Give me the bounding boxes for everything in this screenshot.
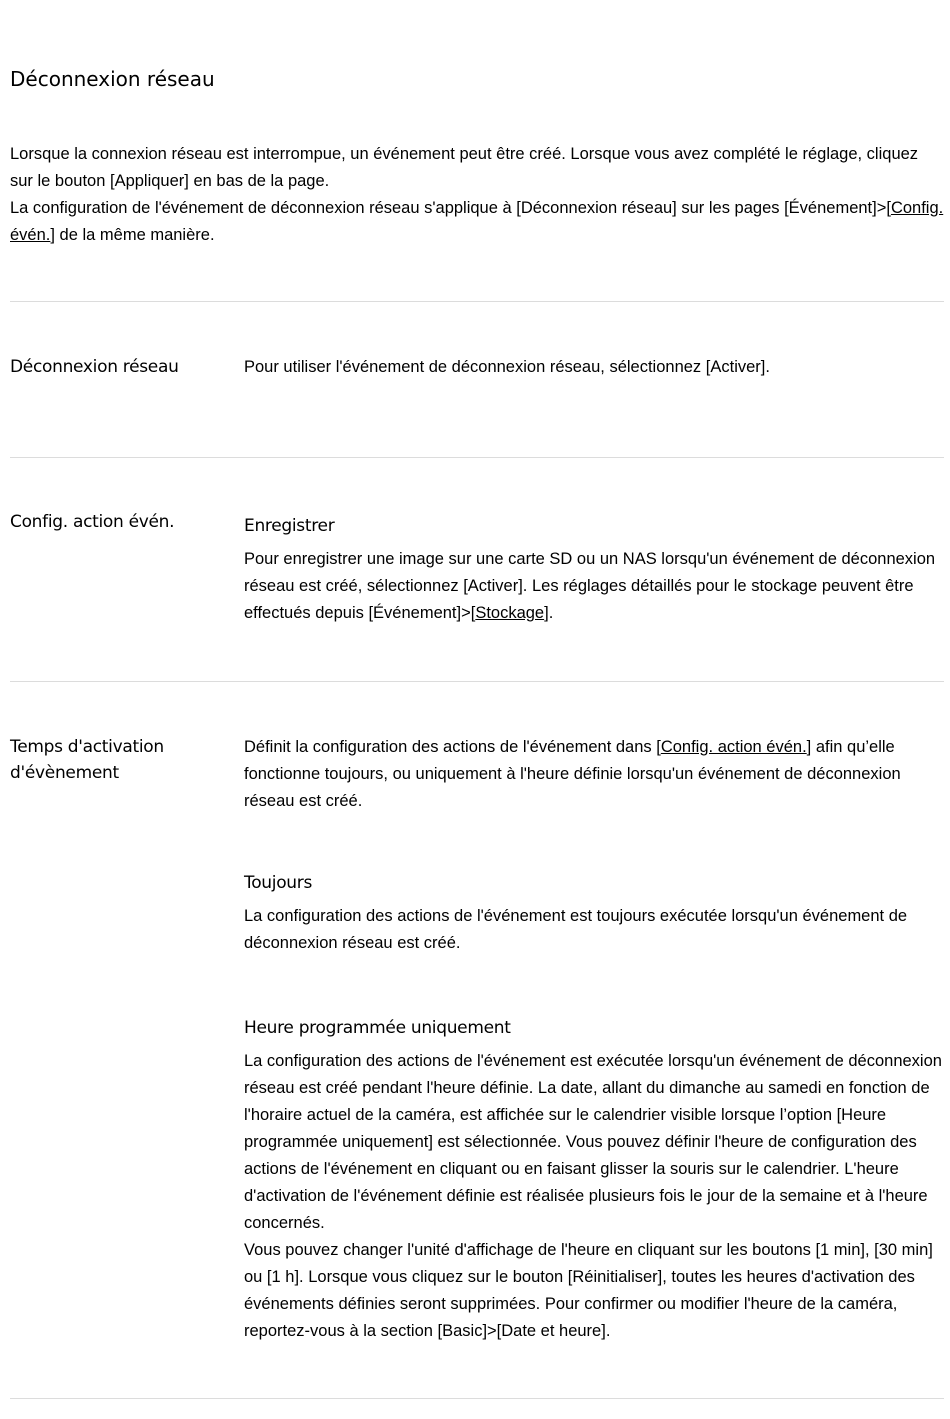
description-text: ]. <box>544 604 554 622</box>
row-description: Pour utiliser l'événement de déconnexion réseau, sélectionnez [Activer]. <box>244 358 770 376</box>
intro-paragraph-config <box>10 195 944 249</box>
subsection-description: La configuration des actions de l'événement est exécutée lorsqu'un événement de déconnexion réseau est créé pendant l'heure définie. La date, allant du dimanche au samedi en fonction de l'horaire actuel de la caméra, est affichée sur le calendrier visible lorsque l’option [Heure programmée uniquement] est sélectionnée. Vous pouvez définir l'heure de configuration des actions de l'événement en cliquant ou en faisant glisser la souris sur le calendrier. L'heure d'activation de l'événement définie est réalisée plusieurs fois le jour de la semaine et à l'heure concernés. <box>244 1052 942 1232</box>
intro-text: La configuration de l'événement de déconnexion réseau s'applique à [Déconnexion réseau] sur les pages [Événement]>[ <box>10 199 891 217</box>
subsection-always <box>244 870 944 957</box>
row-description <box>244 546 944 627</box>
config-even-link[interactable]: Config. évén. <box>10 199 944 244</box>
intro-text: ] de la même manière. <box>50 226 215 244</box>
intro-section <box>10 141 944 249</box>
divider <box>10 301 944 302</box>
row-label-activation-time: Temps d'activation d'évènement <box>10 737 164 783</box>
page-title: Déconnexion réseau <box>10 67 215 91</box>
description-text: Pour enregistrer une image sur une carte SD ou un NAS lorsqu'un événement de déconnexion réseau est créé, sélectionnez [Activer]. Les réglages détaillés pour le stockage peuvent être effectués depuis [Événement]>[ <box>244 550 936 622</box>
row-content-network-disconnect <box>244 354 944 381</box>
row-content-event-action <box>244 513 944 627</box>
subsection-scheduled <box>244 1015 944 1345</box>
description-text: ] afin qu’elle fonctionne toujours, ou uniquement à l'heure définie lorsqu'un événement de déconnexion réseau est créé. <box>244 738 901 810</box>
subsection-description: Vous pouvez changer l'unité d'affichage de l'heure en cliquant sur les boutons [1 min], [30 min] ou [1 h]. Lorsque vous cliquez sur le bouton [Réinitialiser], toutes les heures d'activation des événements définies seront supprimées. Pour confirmer ou modifier l'heure de la caméra, reportez-vous à la section [Basic]>[Date et heure]. <box>244 1241 933 1340</box>
row-label-event-action: Config. action évén. <box>10 512 175 532</box>
intro-paragraph: Lorsque la connexion réseau est interrompue, un événement peut être créé. Lorsque vous avez complété le réglage, cliquez sur le bouton [Appliquer] en bas de la page. <box>10 145 919 190</box>
subsection-title-scheduled: Heure programmée uniquement <box>244 1018 511 1038</box>
row-content-activation-time <box>244 734 944 815</box>
storage-link[interactable]: Stockage <box>475 604 545 622</box>
subsection-description: La configuration des actions de l'événement est toujours exécutée lorsqu'un événement de déconnexion réseau est créé. <box>244 907 908 952</box>
divider <box>10 681 944 682</box>
subsection-title-always: Toujours <box>244 873 313 893</box>
subsection-title-record: Enregistrer <box>244 516 335 536</box>
config-action-link[interactable]: Config. action évén. <box>660 738 807 756</box>
divider <box>10 457 944 458</box>
row-description <box>244 734 944 815</box>
description-text: Définit la configuration des actions de l'événement dans [ <box>244 738 661 756</box>
row-label-network-disconnect: Déconnexion réseau <box>10 357 179 377</box>
divider <box>10 1398 944 1399</box>
